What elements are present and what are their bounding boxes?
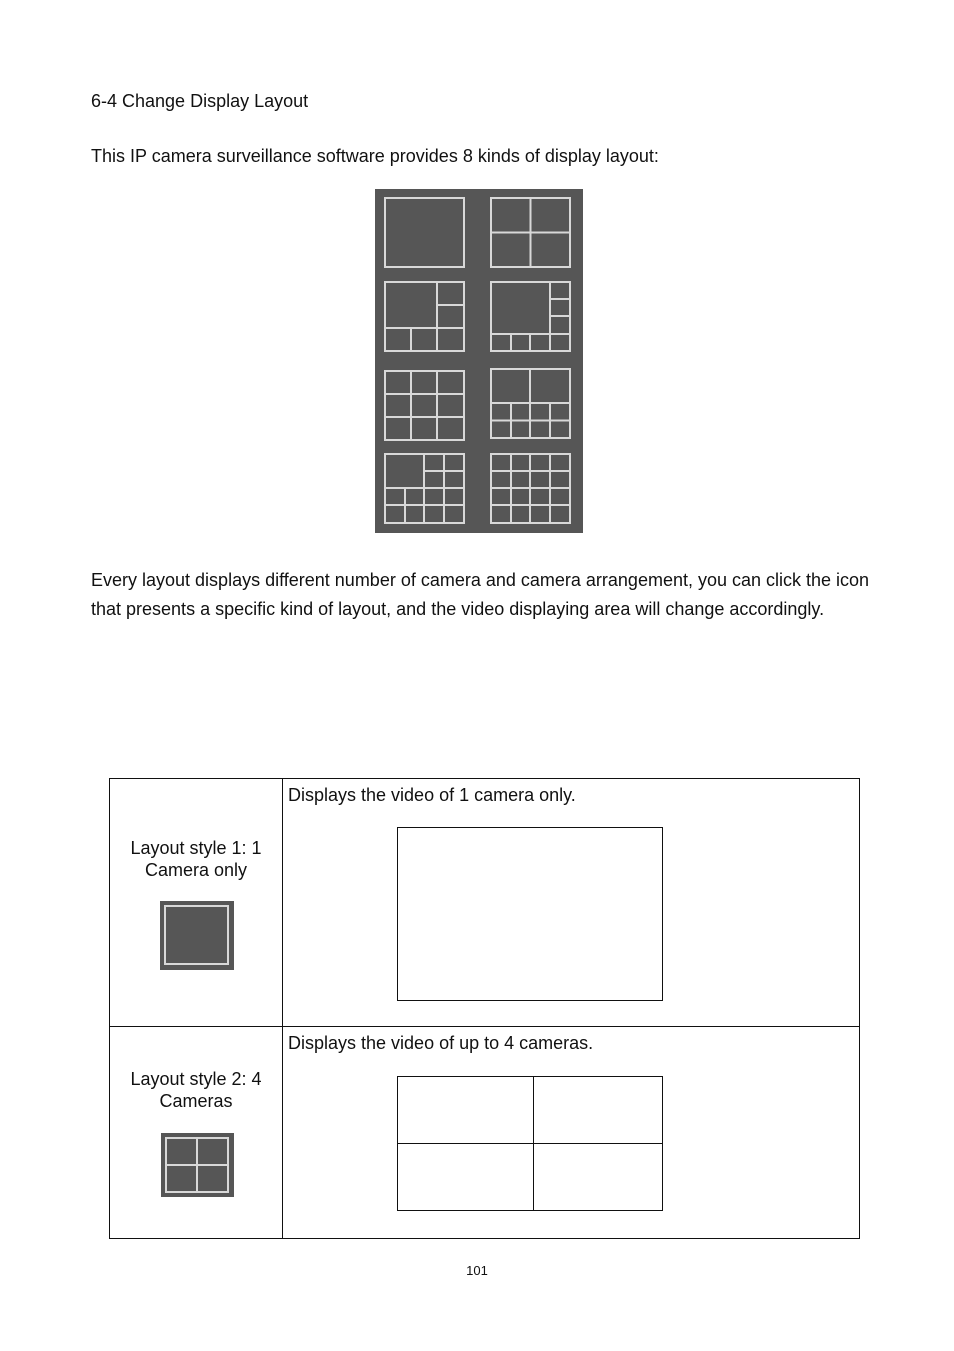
layout-13-icon[interactable] bbox=[491, 369, 570, 438]
layout-style-description: Displays the video of up to 4 cameras. bbox=[288, 1033, 594, 1053]
section-heading: 6-4 Change Display Layout bbox=[91, 91, 309, 111]
four-camera-preview bbox=[397, 1076, 663, 1211]
layout-4-icon[interactable] bbox=[161, 1133, 234, 1197]
layout-styles-table bbox=[109, 778, 860, 1239]
layout-1-icon[interactable] bbox=[160, 901, 234, 970]
layout-15-icon[interactable] bbox=[385, 454, 464, 523]
layout-1-icon[interactable] bbox=[385, 198, 464, 267]
layout-style-label: Layout style 1: 1 Camera only bbox=[130, 838, 262, 880]
page-number: 101 bbox=[466, 1263, 488, 1278]
layout-9-icon[interactable] bbox=[385, 371, 464, 440]
single-camera-preview bbox=[397, 827, 663, 1001]
intro-text: This IP camera surveillance software provides 8 kinds of display layout: bbox=[91, 146, 659, 166]
layout-4-icon[interactable] bbox=[491, 198, 570, 267]
table-row bbox=[110, 1027, 859, 1238]
layout-8-icon[interactable] bbox=[491, 282, 570, 351]
layout-16-icon[interactable] bbox=[491, 454, 570, 523]
layout-style-label: Layout style 2: 4 Cameras bbox=[130, 1069, 262, 1111]
layout-icon-panel bbox=[375, 189, 583, 533]
layout-6-icon[interactable] bbox=[385, 282, 464, 351]
table-row bbox=[110, 779, 859, 1027]
layout-description-paragraph: Every layout displays different number of camera and camera arrangement, you can click the icon that presents a specific kind of layout, and the video displaying area will change accordingly. bbox=[91, 570, 870, 619]
preview-divider bbox=[398, 1143, 662, 1144]
layout-style-description: Displays the video of 1 camera only. bbox=[288, 785, 576, 805]
